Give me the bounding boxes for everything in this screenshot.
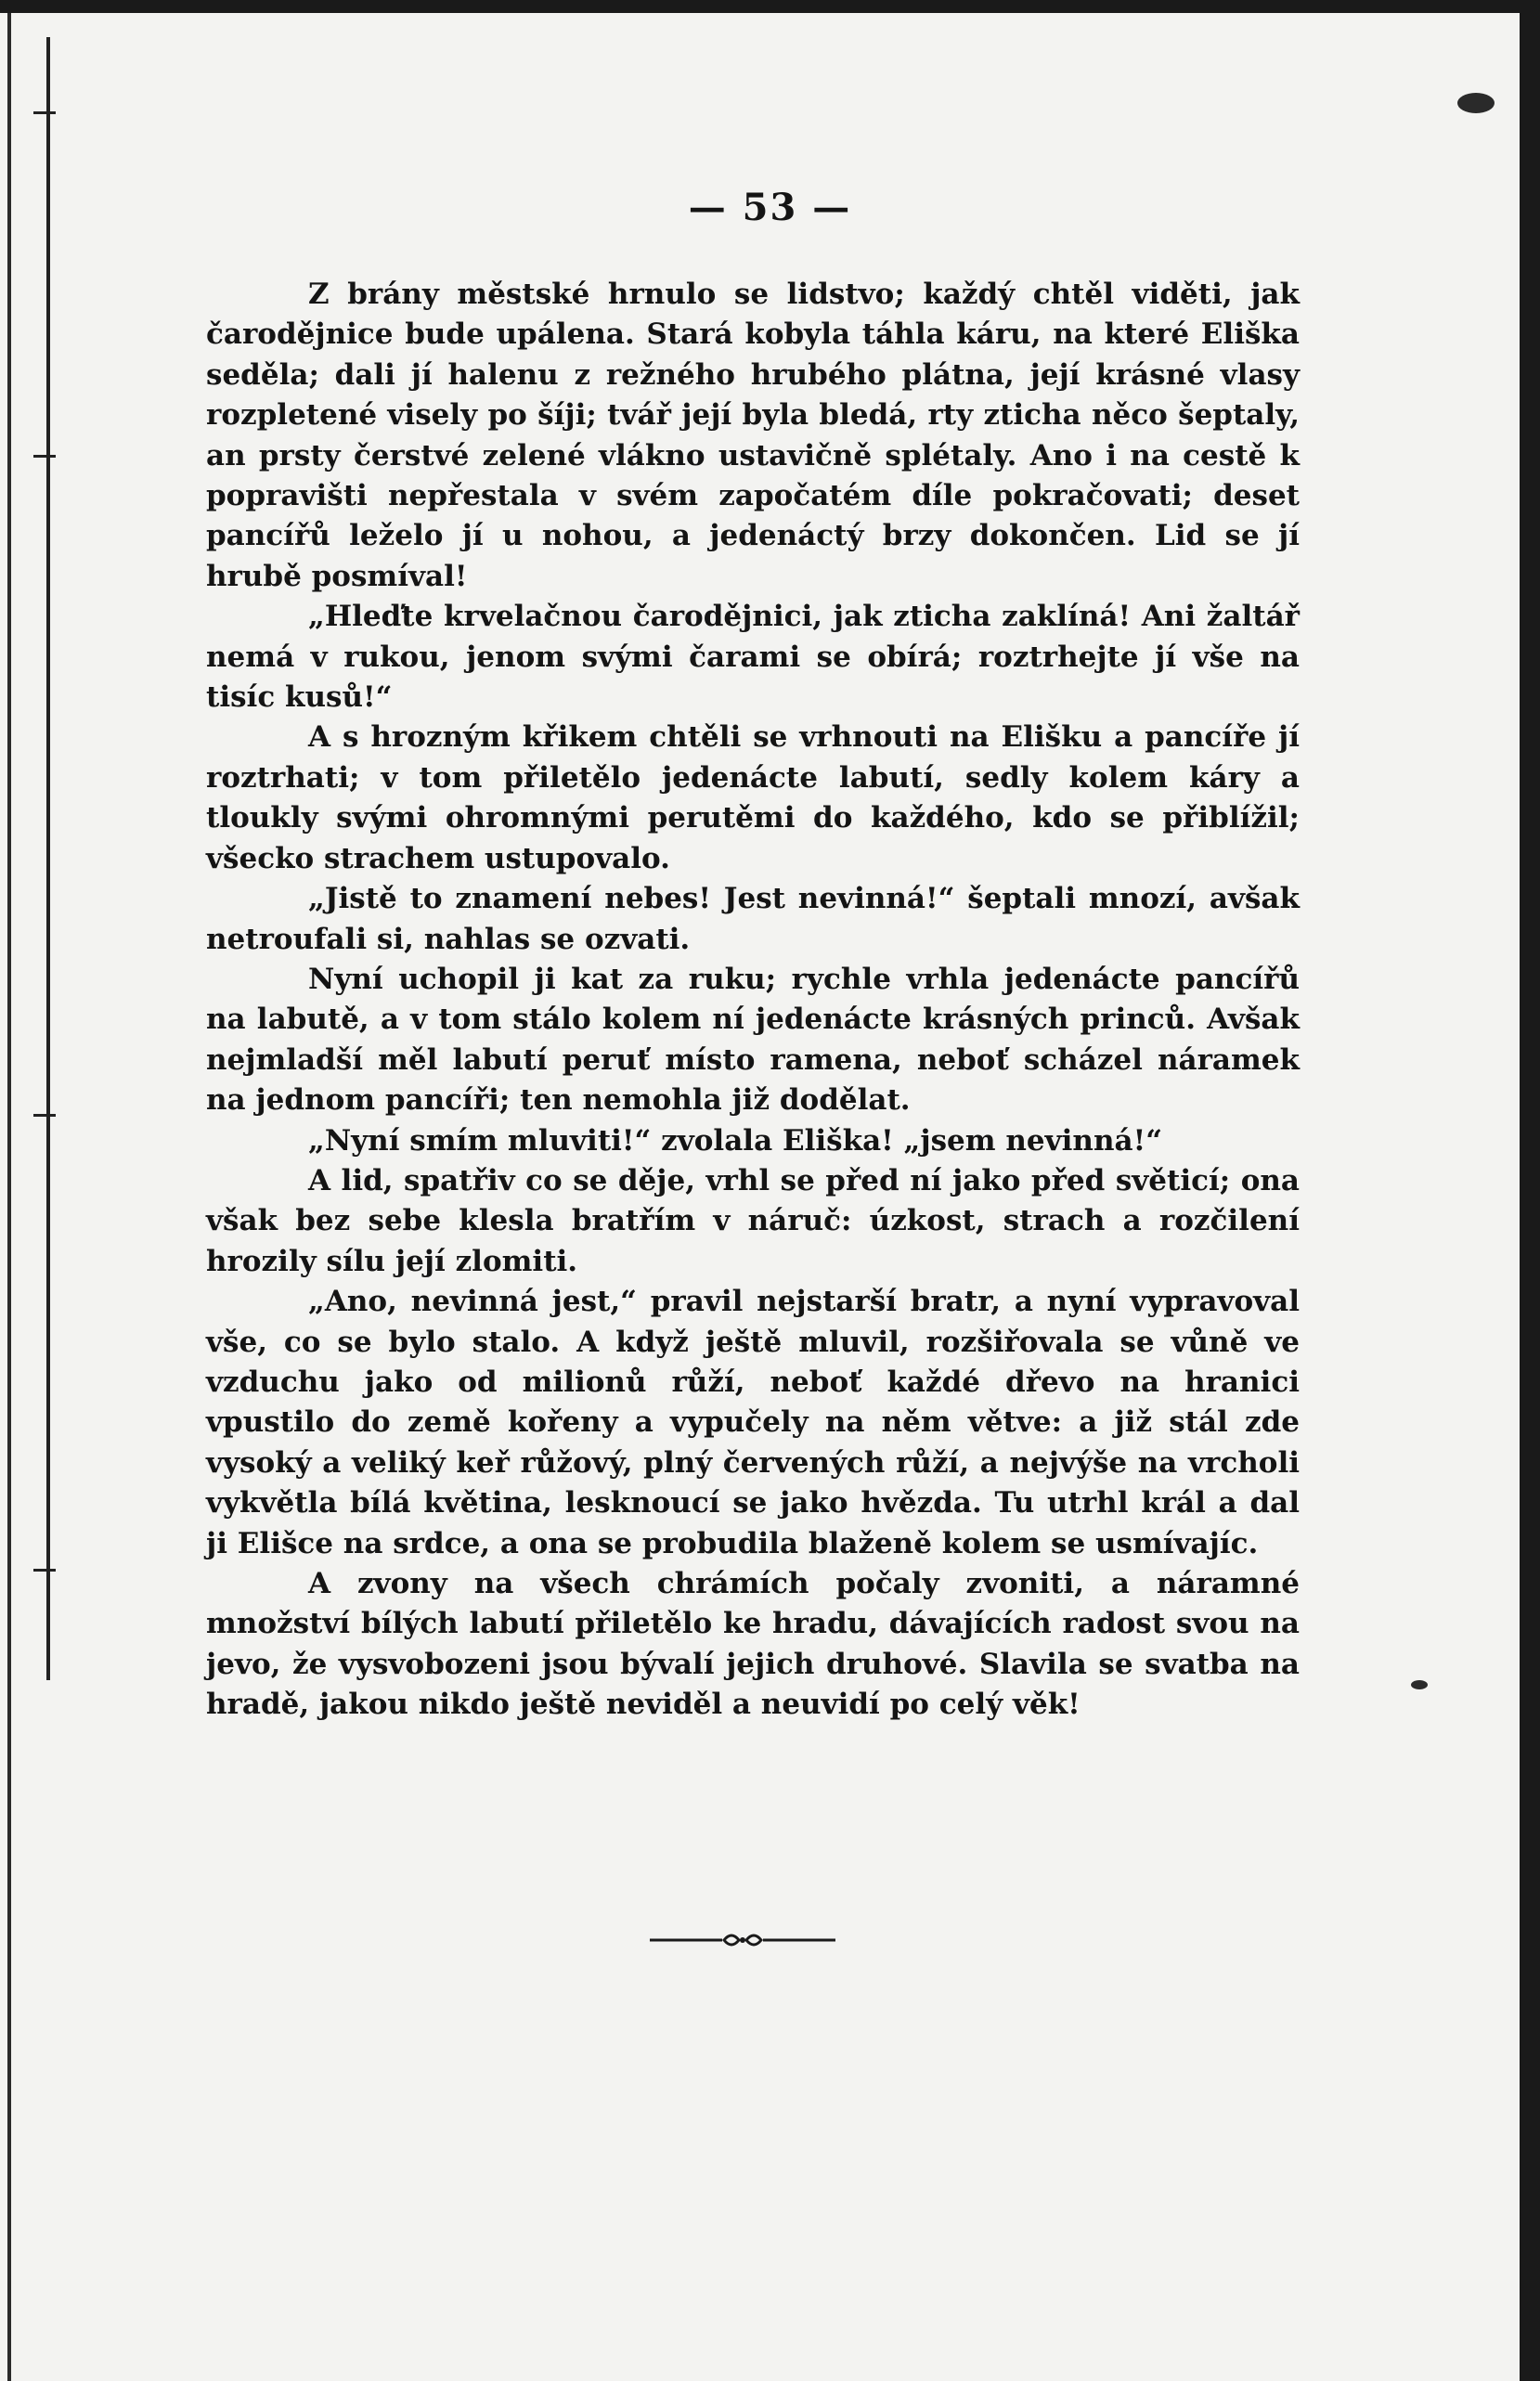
binding-tick (33, 111, 56, 114)
scan-left-edge (7, 13, 11, 2381)
end-ornament-icon (650, 1929, 835, 1951)
scan-top-edge (0, 0, 1540, 13)
paragraph: A zvony na všech chrámích počaly zvoniti, a náramné množství bílých labutí přiletělo ke hradu, dávajících radost svou na jevo, že vysvobozeni jsou bývalí jejich druhové. Slavila se svatba na hradě, jakou nikdo ještě neviděl a neuvidí po celý věk! (206, 1567, 1300, 1722)
page-number: — 53 — (688, 186, 852, 229)
paragraph: A lid, spatřiv co se děje, vrhl se před ní jako před světicí; ona však bez sebe klesla bratřím v náruč: úzkost, strach a rozčilení hrozily sílu její zlomiti. (206, 1163, 1300, 1278)
paragraph: Z brány městské hrnulo se lidstvo; každý chtěl viděti, jak čarodějnice bude upálena. Stará kobyla táhla káru, na které Eliška seděla; dali jí halenu z režného hrubého plátna, její krásné vlasy rozpletené visely po šíji; tvář její byla bledá, rty zticha něco šeptaly, an prsty čerstvé zelené vlákno ustavičně splétaly. Ano i na cestě k popravišti nepřestala v svém započatém díle pokračovati; deset pancířů leželo jí u nohou, a jedenáctý brzy dokončen. Lid se jí hrubě posmíval! (206, 278, 1300, 593)
binding-tick (33, 1114, 56, 1117)
paragraph: „Jistě to znamení nebes! Jest nevinná!“ šeptali mnozí, avšak netroufali si, nahlas se ozvati. (206, 882, 1300, 956)
paragraph: A s hrozným křikem chtěli se vrhnouti na Elišku a pancíře jí roztrhati; v tom přiletělo jedenácte labutí, sedly kolem káry a tloukly svými ohromnými perutěmi do každého, kdo se přiblížil; všecko strachem ustupovalo. (206, 720, 1300, 875)
scan-right-edge (1520, 0, 1540, 2381)
binding-tick (33, 455, 56, 458)
ink-smudge (1411, 1680, 1428, 1689)
ink-smudge (1457, 93, 1495, 113)
paragraph: „Ano, nevinná jest,“ pravil nejstarší bratr, a nyní vypravoval vše, co se bylo stalo. A když ještě mluvil, rozšiřovala se vůně ve vzduchu jako od milionů růží, neboť každé dřevo na hranici vpustilo do země kořeny a vypučely na něm větve: a již stál zde vysoký a veliký keř růžový, plný červených růží, a nejvýše na vrcholi vykvětla bílá květina, lesknoucí se jako hvězda. Tu utrhl král a dal ji Elišce na srdce, a ona se probudila blaženě kolem se usmívajíc. (206, 1285, 1300, 1560)
scan-binding-rule (46, 37, 50, 1680)
paragraph: Nyní uchopil ji kat za ruku; rychle vrhla jedenácte pancířů na labutě, a v tom stálo kolem ní jedenácte krásných princů. Avšak nejmladší měl labutí peruť místo ramena, neboť scházel náramek na jednom pancíři; ten nemohla již dodělat. (206, 962, 1300, 1118)
body-text (206, 275, 1300, 1726)
paragraph: „Nyní smím mluviti!“ zvolala Eliška! „jsem nevinná!“ (308, 1123, 1163, 1158)
paragraph: „Hleďte krvelačnou čarodějnici, jak zticha zaklíná! Ani žaltář nemá v rukou, jenom svými čarami se obírá; roztrhejte jí vše na tisíc kusů!“ (206, 600, 1300, 715)
binding-tick (33, 1569, 56, 1572)
